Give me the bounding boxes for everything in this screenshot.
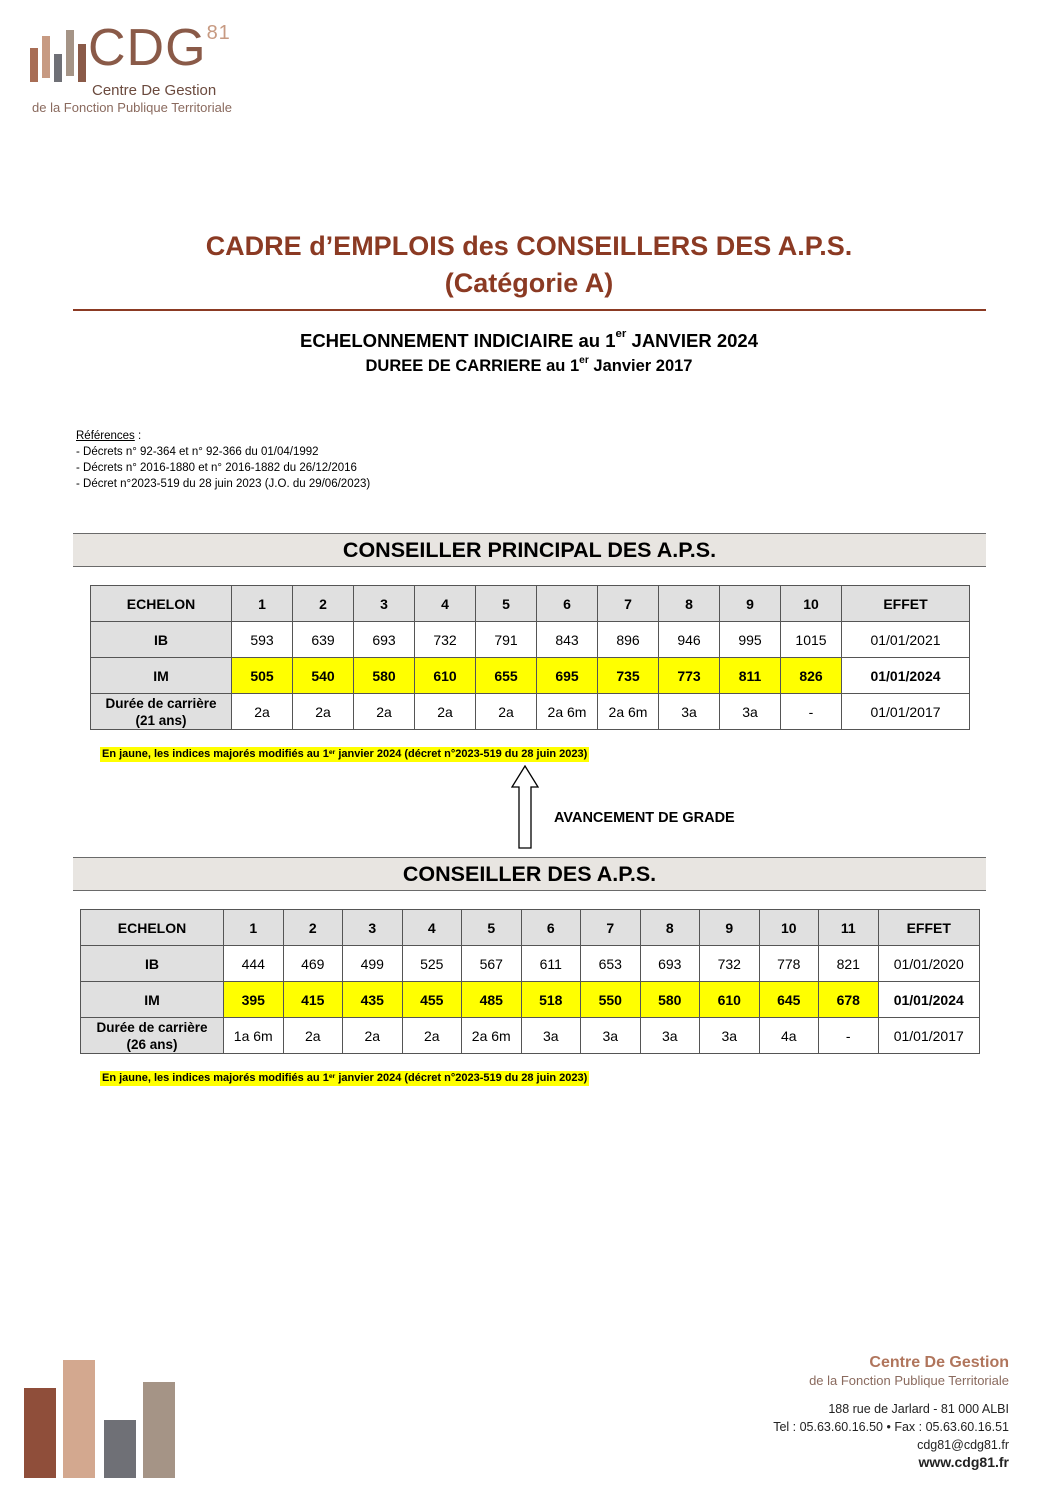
effet-cell: 01/01/2017 [878, 1018, 980, 1054]
table-cell: 395 [224, 982, 284, 1018]
page-title-category: (Catégorie A) [444, 268, 614, 298]
footer-email[interactable]: cdg81@cdg81.fr [917, 1438, 1009, 1452]
table-cell: 3a [521, 1018, 581, 1054]
table-cell: 435 [343, 982, 403, 1018]
references-title: Références : [76, 430, 142, 442]
cdg81-logo [30, 19, 250, 124]
row-label: IM [81, 982, 224, 1018]
table-cell: 3a [581, 1018, 641, 1054]
table-cell: 791 [476, 622, 537, 658]
table-cell: 896 [598, 622, 659, 658]
title-divider [73, 309, 986, 311]
footer-org-name: Centre De Gestion [869, 1354, 1009, 1371]
table-cell: 5 [462, 910, 522, 946]
table-cell: 1 [224, 910, 284, 946]
advancement-label: AVANCEMENT DE GRADE [554, 810, 735, 826]
table-cell: 821 [819, 946, 879, 982]
reference-item: - Décrets n° 92-364 et n° 92-366 du 01/04/1992 [76, 446, 319, 458]
table-cell: 444 [224, 946, 284, 982]
ib-row [81, 946, 980, 982]
highlight-note: En jaune, les indices majorés modifiés au 1er janvier 2024 (décret n°2023-519 du 28 juin 2023) [102, 748, 588, 760]
table-cell: 645 [759, 982, 819, 1018]
table-cell: 8 [640, 910, 700, 946]
table-cell: 843 [537, 622, 598, 658]
reference-item: - Décret n°2023-519 du 28 juin 2023 (J.O. du 29/06/2023) [76, 478, 371, 490]
table-cell: 2a [283, 1018, 343, 1054]
table-cell: 735 [598, 658, 659, 694]
subtitle-echelonnement: ECHELONNEMENT INDICIAIRE au 1er JANVIER 2024 [299, 328, 759, 351]
table-cell: 485 [462, 982, 522, 1018]
grade-table-conseiller [80, 909, 980, 1054]
grade-band-conseiller: CONSEILLER DES A.P.S. [73, 857, 986, 891]
table-cell: 693 [354, 622, 415, 658]
table-cell: 2a [354, 694, 415, 730]
echelon-row [91, 586, 970, 622]
table-cell: 6 [521, 910, 581, 946]
table-cell: 778 [759, 946, 819, 982]
table-cell: 415 [283, 982, 343, 1018]
table-cell: 3 [343, 910, 403, 946]
page-title: CADRE d’EMPLOIS des CONSEILLERS DES A.P.S. [205, 231, 853, 261]
footer-contact [773, 1354, 1009, 1470]
table-cell: 2a 6m [462, 1018, 522, 1054]
table-cell: 10 [759, 910, 819, 946]
table-cell: 2 [283, 910, 343, 946]
table-cell: 610 [415, 658, 476, 694]
table-cell: 611 [521, 946, 581, 982]
table-cell: 946 [659, 622, 720, 658]
table-cell: 540 [293, 658, 354, 694]
table-cell: 580 [640, 982, 700, 1018]
effet-cell: EFFET [878, 910, 980, 946]
table-cell: - [819, 1018, 879, 1054]
table-cell: 4 [402, 910, 462, 946]
table-cell: 518 [521, 982, 581, 1018]
table-cell: - [781, 694, 842, 730]
row-label: IB [91, 622, 232, 658]
table-cell: 678 [819, 982, 879, 1018]
table-cell: 9 [720, 586, 781, 622]
table-cell: 10 [781, 586, 842, 622]
table-cell: 5 [476, 586, 537, 622]
logo-line2: de la Fonction Publique Territoriale [32, 100, 232, 115]
arrow-up-icon [511, 765, 539, 849]
duree-row [91, 694, 970, 730]
table-cell: 2a [476, 694, 537, 730]
footer-website[interactable]: www.cdg81.fr [918, 1454, 1009, 1470]
grade-band-principal: CONSEILLER PRINCIPAL DES A.P.S. [73, 533, 986, 567]
highlight-note: En jaune, les indices majorés modifiés au 1er janvier 2024 (décret n°2023-519 du 28 juin 2023) [102, 1072, 588, 1084]
table-cell: 1015 [781, 622, 842, 658]
row-label: ECHELON [91, 586, 232, 622]
logo-line1: Centre De Gestion [92, 82, 217, 99]
table-cell: 3a [659, 694, 720, 730]
table-cell: 3a [640, 1018, 700, 1054]
table-cell: 732 [700, 946, 760, 982]
footer-address: 188 rue de Jarlard - 81 000 ALBI [828, 1402, 1009, 1416]
duree-row [81, 1018, 980, 1054]
table-cell: 1a 6m [224, 1018, 284, 1054]
row-label [81, 1018, 224, 1054]
duree-label: Durée de carrière [105, 695, 217, 711]
effet-cell: 01/01/2017 [842, 694, 970, 730]
table-cell: 499 [343, 946, 403, 982]
table-cell: 7 [581, 910, 641, 946]
table-cell: 11 [819, 910, 879, 946]
table-cell: 695 [537, 658, 598, 694]
footer-phone: Tel : 05.63.60.16.50 • Fax : 05.63.60.16.51 [773, 1420, 1009, 1434]
im-row [91, 658, 970, 694]
table-cell: 2a [293, 694, 354, 730]
subtitle-duree: DUREE DE CARRIERE au 1er Janvier 2017 [365, 355, 693, 375]
table-cell: 3a [720, 694, 781, 730]
table-cell: 2 [293, 586, 354, 622]
table-cell: 4 [415, 586, 476, 622]
effet-cell: 01/01/2024 [842, 658, 970, 694]
logo-wordmark: CDG$^{81}$ [88, 19, 231, 77]
table-cell: 9 [700, 910, 760, 946]
row-label [91, 694, 232, 730]
table-cell: 826 [781, 658, 842, 694]
table-cell: 2a [232, 694, 293, 730]
table-cell: 7 [598, 586, 659, 622]
effet-cell: 01/01/2024 [878, 982, 980, 1018]
table-cell: 525 [402, 946, 462, 982]
row-label: IM [91, 658, 232, 694]
table-cell: 610 [700, 982, 760, 1018]
ib-row [91, 622, 970, 658]
effet-cell: 01/01/2020 [878, 946, 980, 982]
table-cell: 469 [283, 946, 343, 982]
duree-total: (26 ans) [126, 1036, 178, 1052]
footer-bars-icon [24, 1354, 180, 1478]
table-cell: 3 [354, 586, 415, 622]
table-cell: 455 [402, 982, 462, 1018]
effet-cell: 01/01/2021 [842, 622, 970, 658]
table-cell: 693 [640, 946, 700, 982]
table-cell: 580 [354, 658, 415, 694]
table-cell: 6 [537, 586, 598, 622]
table-cell: 732 [415, 622, 476, 658]
table-cell: 2a 6m [537, 694, 598, 730]
table-cell: 4a [759, 1018, 819, 1054]
table-cell: 995 [720, 622, 781, 658]
effet-cell: EFFET [842, 586, 970, 622]
table-cell: 773 [659, 658, 720, 694]
row-label: IB [81, 946, 224, 982]
table-cell: 593 [232, 622, 293, 658]
duree-total: (21 ans) [135, 712, 187, 728]
table-cell: 8 [659, 586, 720, 622]
row-label: ECHELON [81, 910, 224, 946]
table-cell: 567 [462, 946, 522, 982]
table-cell: 655 [476, 658, 537, 694]
grade-table-principal [90, 585, 970, 730]
table-cell: 2a [343, 1018, 403, 1054]
duree-label: Durée de carrière [96, 1019, 208, 1035]
table-cell: 3a [700, 1018, 760, 1054]
table-cell: 639 [293, 622, 354, 658]
logo-bars-icon [30, 32, 86, 82]
table-cell: 2a 6m [598, 694, 659, 730]
table-cell: 2a [415, 694, 476, 730]
table-cell: 550 [581, 982, 641, 1018]
table-cell: 2a [402, 1018, 462, 1054]
references-block [76, 428, 370, 492]
table-cell: 811 [720, 658, 781, 694]
table-cell: 505 [232, 658, 293, 694]
footer-org-subtitle: de la Fonction Publique Territoriale [809, 1373, 1009, 1388]
reference-item: - Décrets n° 2016-1880 et n° 2016-1882 du 26/12/2016 [76, 462, 357, 474]
table-cell: 1 [232, 586, 293, 622]
echelon-row [81, 910, 980, 946]
im-row [81, 982, 980, 1018]
table-cell: 653 [581, 946, 641, 982]
